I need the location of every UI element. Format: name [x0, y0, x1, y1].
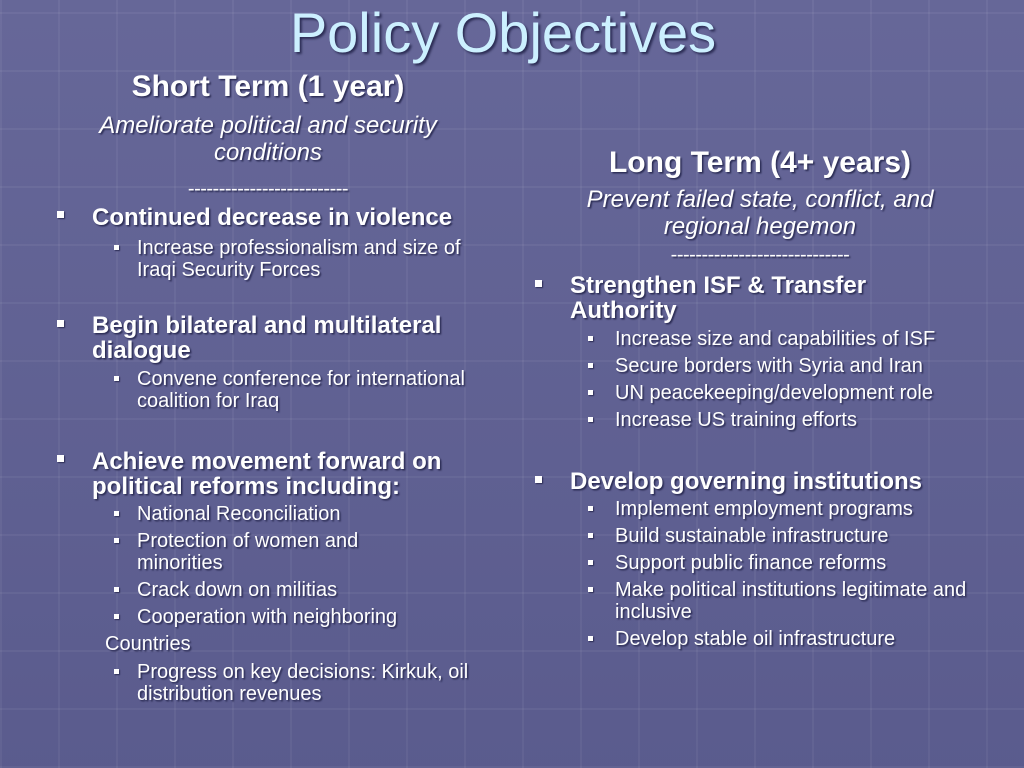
long-term-subheading: Prevent failed state, conflict, and regional hegemon — [586, 186, 934, 240]
short-term-item-label: Begin bilateral and multilateral dialogue — [92, 312, 442, 364]
square-bullet-icon — [588, 390, 593, 395]
slide-title: Policy Objectives — [289, 1, 717, 64]
square-bullet-icon — [114, 538, 119, 543]
square-bullet-icon — [588, 636, 593, 641]
long-term-subitem: Increase size and capabilities of ISF — [615, 328, 936, 350]
short-term-subitem: Convene conference for international coalition for Iraq — [137, 368, 465, 412]
short-term-subitem: Crack down on militias — [137, 579, 338, 601]
long-term-subitem: Support public finance reforms — [615, 552, 887, 574]
long-term-heading: Long Term (4+ years) — [608, 146, 912, 179]
square-bullet-icon — [114, 614, 119, 619]
square-bullet-icon — [535, 280, 542, 287]
long-term-item-label: Strengthen ISF & Transfer Authority — [570, 272, 867, 324]
long-term-subitem: Build sustainable infrastructure — [615, 525, 889, 547]
short-term-divider: -------------------------- — [187, 178, 349, 200]
square-bullet-icon — [114, 511, 119, 516]
square-bullet-icon — [588, 363, 593, 368]
square-bullet-icon — [588, 587, 593, 592]
short-term-item-label: Continued decrease in violence — [92, 204, 453, 231]
square-bullet-icon — [57, 320, 64, 327]
short-term-subitem: Increase professionalism and size of Iraqi Security Forces — [137, 237, 461, 281]
long-term-subitem: Develop stable oil infrastructure — [615, 628, 896, 650]
square-bullet-icon — [57, 455, 64, 462]
short-term-subitem: National Reconciliation — [137, 503, 341, 525]
short-term-subitem: Protection of women and minorities — [137, 530, 359, 574]
long-term-subitem: Implement employment programs — [615, 498, 913, 520]
square-bullet-icon — [588, 417, 593, 422]
square-bullet-icon — [535, 476, 542, 483]
square-bullet-icon — [114, 669, 119, 674]
square-bullet-icon — [114, 376, 119, 381]
square-bullet-icon — [57, 211, 64, 218]
short-term-heading: Short Term (1 year) — [131, 70, 405, 103]
long-term-divider: ----------------------------- — [670, 244, 850, 266]
square-bullet-icon — [588, 560, 593, 565]
long-term-item-label: Develop governing institutions — [570, 468, 923, 495]
short-term-subitem: Progress on key decisions: Kirkuk, oil distribution revenues — [137, 661, 469, 705]
square-bullet-icon — [588, 336, 593, 341]
square-bullet-icon — [114, 245, 119, 250]
square-bullet-icon — [114, 587, 119, 592]
long-term-subitem: Increase US training efforts — [615, 409, 857, 431]
short-term-continuation: Countries — [105, 633, 191, 655]
long-term-subitem: Make political institutions legitimate and inclusive — [615, 579, 967, 623]
square-bullet-icon — [588, 506, 593, 511]
short-term-subitem: Cooperation with neighboring — [137, 606, 398, 628]
long-term-subitem: Secure borders with Syria and Iran — [615, 355, 923, 377]
square-bullet-icon — [588, 533, 593, 538]
long-term-subitem: UN peacekeeping/development role — [615, 382, 933, 404]
short-term-item-label: Achieve movement forward on political reforms including: — [92, 448, 442, 500]
short-term-subheading: Ameliorate political and security conditions — [99, 112, 437, 166]
